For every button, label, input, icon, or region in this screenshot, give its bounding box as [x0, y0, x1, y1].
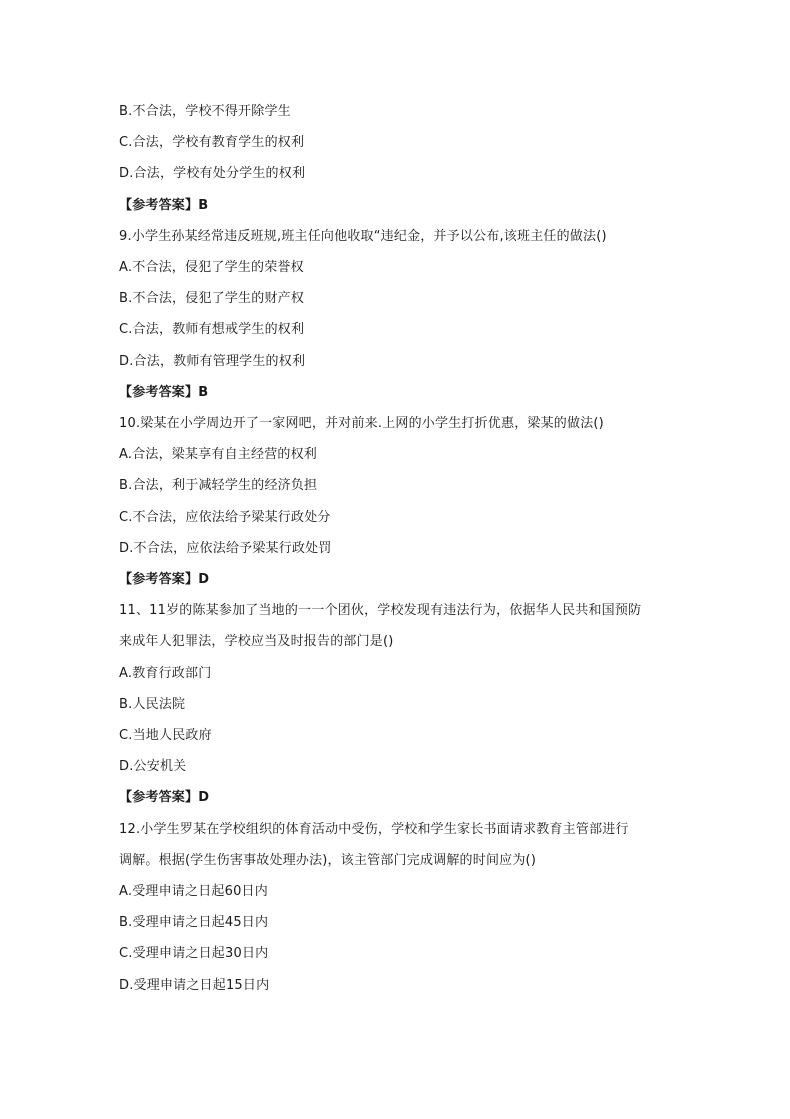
question-line: 12.小学生罗某在学校组织的体育活动中受伤，学校和学生家长书面请求教育主管部进行	[119, 822, 629, 837]
option-line: B.受理申请之日起45日内	[119, 915, 269, 930]
answer-line: 【参考答案】B	[119, 385, 209, 400]
option-line: C.不合法，应依法给予梁某行政处分	[119, 510, 331, 525]
option-line: A.合法，梁某享有自主经营的权利	[119, 447, 317, 462]
option-line: B.人民法院	[119, 697, 186, 712]
option-line: B.不合法，学校不得开除学生	[119, 104, 291, 119]
option-line: A.受理申请之日起60日内	[119, 884, 268, 899]
option-line: C.合法，教师有想戒学生的权利	[119, 322, 305, 337]
option-line: C.当地人民政府	[119, 728, 212, 743]
option-line: D.不合法，应依法给予梁某行政处罚	[119, 541, 332, 556]
question-line: 调解。根据(学生伤害事故处理办法)，该主管部门完成调解的时间应为()	[119, 853, 537, 868]
answer-line: 【参考答案】D	[119, 790, 210, 805]
option-line: C.合法，学校有教育学生的权利	[119, 135, 305, 150]
question-line: 9.小学生孙某经常违反班规,班主任向他收取“违纪金，并予以公布,该班主任的做法()	[119, 229, 607, 244]
question-line: 10.梁某在小学周边开了一家网吧，并对前来.上网的小学生打折优惠，梁某的做法()	[119, 416, 604, 431]
option-line: A.不合法，侵犯了学生的荣誉权	[119, 260, 304, 275]
answer-line: 【参考答案】D	[119, 572, 210, 587]
option-line: D.合法，教师有管理学生的权利	[119, 354, 306, 369]
option-line: B.不合法，侵犯了学生的财产权	[119, 291, 305, 306]
option-line: D.受理申请之日起15日内	[119, 978, 270, 993]
option-line: C.受理申请之日起30日内	[119, 946, 269, 961]
question-line: 11、11岁的陈某参加了当地的一一个团伙，学校发现有违法行为，依据华人民共和国预防	[119, 603, 642, 618]
answer-line: 【参考答案】B	[119, 198, 209, 213]
option-line: D.公安机关	[119, 759, 187, 774]
option-line: B.合法，利于减轻学生的经济负担	[119, 478, 318, 493]
question-line: 来成年人犯罪法，学校应当及时报告的部门是()	[119, 634, 394, 649]
option-line: A.教育行政部门	[119, 666, 212, 681]
option-line: D.合法，学校有处分学生的权利	[119, 166, 306, 181]
